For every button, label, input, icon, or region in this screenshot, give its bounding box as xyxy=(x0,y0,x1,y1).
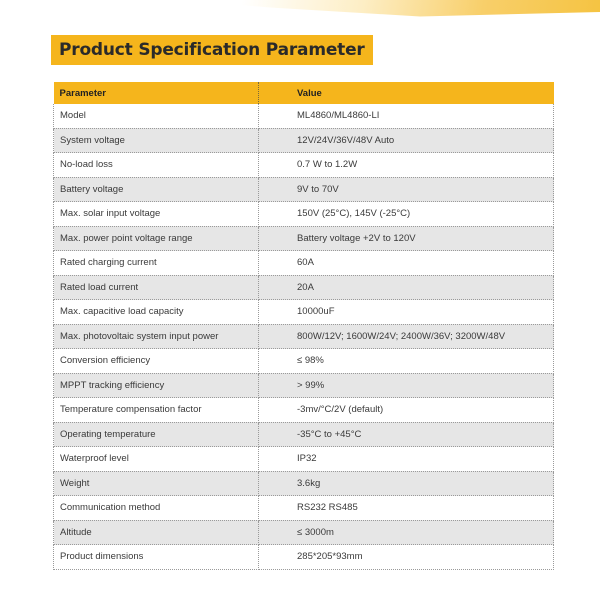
value-cell: 9V to 70V xyxy=(259,177,554,202)
parameter-cell: Altitude xyxy=(54,520,259,545)
value-cell: IP32 xyxy=(259,447,554,472)
value-cell: 3.6kg xyxy=(259,471,554,496)
table-row xyxy=(54,251,554,276)
table-row xyxy=(54,398,554,423)
value-cell: 10000uF xyxy=(259,300,554,325)
spec-table-body xyxy=(54,104,554,569)
value-cell: -3mv/°C/2V (default) xyxy=(259,398,554,423)
table-row xyxy=(54,447,554,472)
table-row xyxy=(54,104,554,128)
parameter-cell: Conversion efficiency xyxy=(54,349,259,374)
table-row xyxy=(54,545,554,570)
parameter-cell: MPPT tracking efficiency xyxy=(54,373,259,398)
parameter-cell: Battery voltage xyxy=(54,177,259,202)
parameter-cell: Max. power point voltage range xyxy=(54,226,259,251)
value-cell: 60A xyxy=(259,251,554,276)
table-row xyxy=(54,496,554,521)
value-cell: > 99% xyxy=(259,373,554,398)
value-cell: 0.7 W to 1.2W xyxy=(259,153,554,178)
value-cell: 285*205*93mm xyxy=(259,545,554,570)
decorative-banner xyxy=(0,0,600,30)
page-title: Product Specification Parameter xyxy=(59,40,365,60)
table-row xyxy=(54,349,554,374)
table-row xyxy=(54,226,554,251)
value-cell: 20A xyxy=(259,275,554,300)
parameter-cell: Weight xyxy=(54,471,259,496)
parameter-cell: System voltage xyxy=(54,128,259,153)
table-row xyxy=(54,520,554,545)
parameter-cell: Max. capacitive load capacity xyxy=(54,300,259,325)
parameter-cell: Max. photovoltaic system input power xyxy=(54,324,259,349)
value-cell: Battery voltage +2V to 120V xyxy=(259,226,554,251)
table-row xyxy=(54,324,554,349)
table-row xyxy=(54,300,554,325)
table-row xyxy=(54,373,554,398)
table-row xyxy=(54,422,554,447)
value-cell: 12V/24V/36V/48V Auto xyxy=(259,128,554,153)
table-header-row xyxy=(54,82,554,104)
column-header-parameter: Parameter xyxy=(54,82,259,104)
parameter-cell: Product dimensions xyxy=(54,545,259,570)
value-cell: RS232 RS485 xyxy=(259,496,554,521)
parameter-cell: Waterproof level xyxy=(54,447,259,472)
parameter-cell: Model xyxy=(54,104,259,128)
parameter-cell: Max. solar input voltage xyxy=(54,202,259,227)
value-cell: 150V (25°C), 145V (-25°C) xyxy=(259,202,554,227)
parameter-cell: No-load loss xyxy=(54,153,259,178)
value-cell: ≤ 3000m xyxy=(259,520,554,545)
parameter-cell: Rated load current xyxy=(54,275,259,300)
parameter-cell: Rated charging current xyxy=(54,251,259,276)
table-row xyxy=(54,153,554,178)
spec-table xyxy=(53,82,554,570)
table-row xyxy=(54,177,554,202)
section-heading xyxy=(51,35,373,65)
value-cell: ≤ 98% xyxy=(259,349,554,374)
parameter-cell: Operating temperature xyxy=(54,422,259,447)
column-header-value: Value xyxy=(259,82,554,104)
parameter-cell: Temperature compensation factor xyxy=(54,398,259,423)
parameter-cell: Communication method xyxy=(54,496,259,521)
value-cell: -35°C to +45°C xyxy=(259,422,554,447)
table-row xyxy=(54,471,554,496)
value-cell: 800W/12V; 1600W/24V; 2400W/36V; 3200W/48V xyxy=(259,324,554,349)
table-row xyxy=(54,202,554,227)
table-row xyxy=(54,275,554,300)
value-cell: ML4860/ML4860-LI xyxy=(259,104,554,128)
table-row xyxy=(54,128,554,153)
